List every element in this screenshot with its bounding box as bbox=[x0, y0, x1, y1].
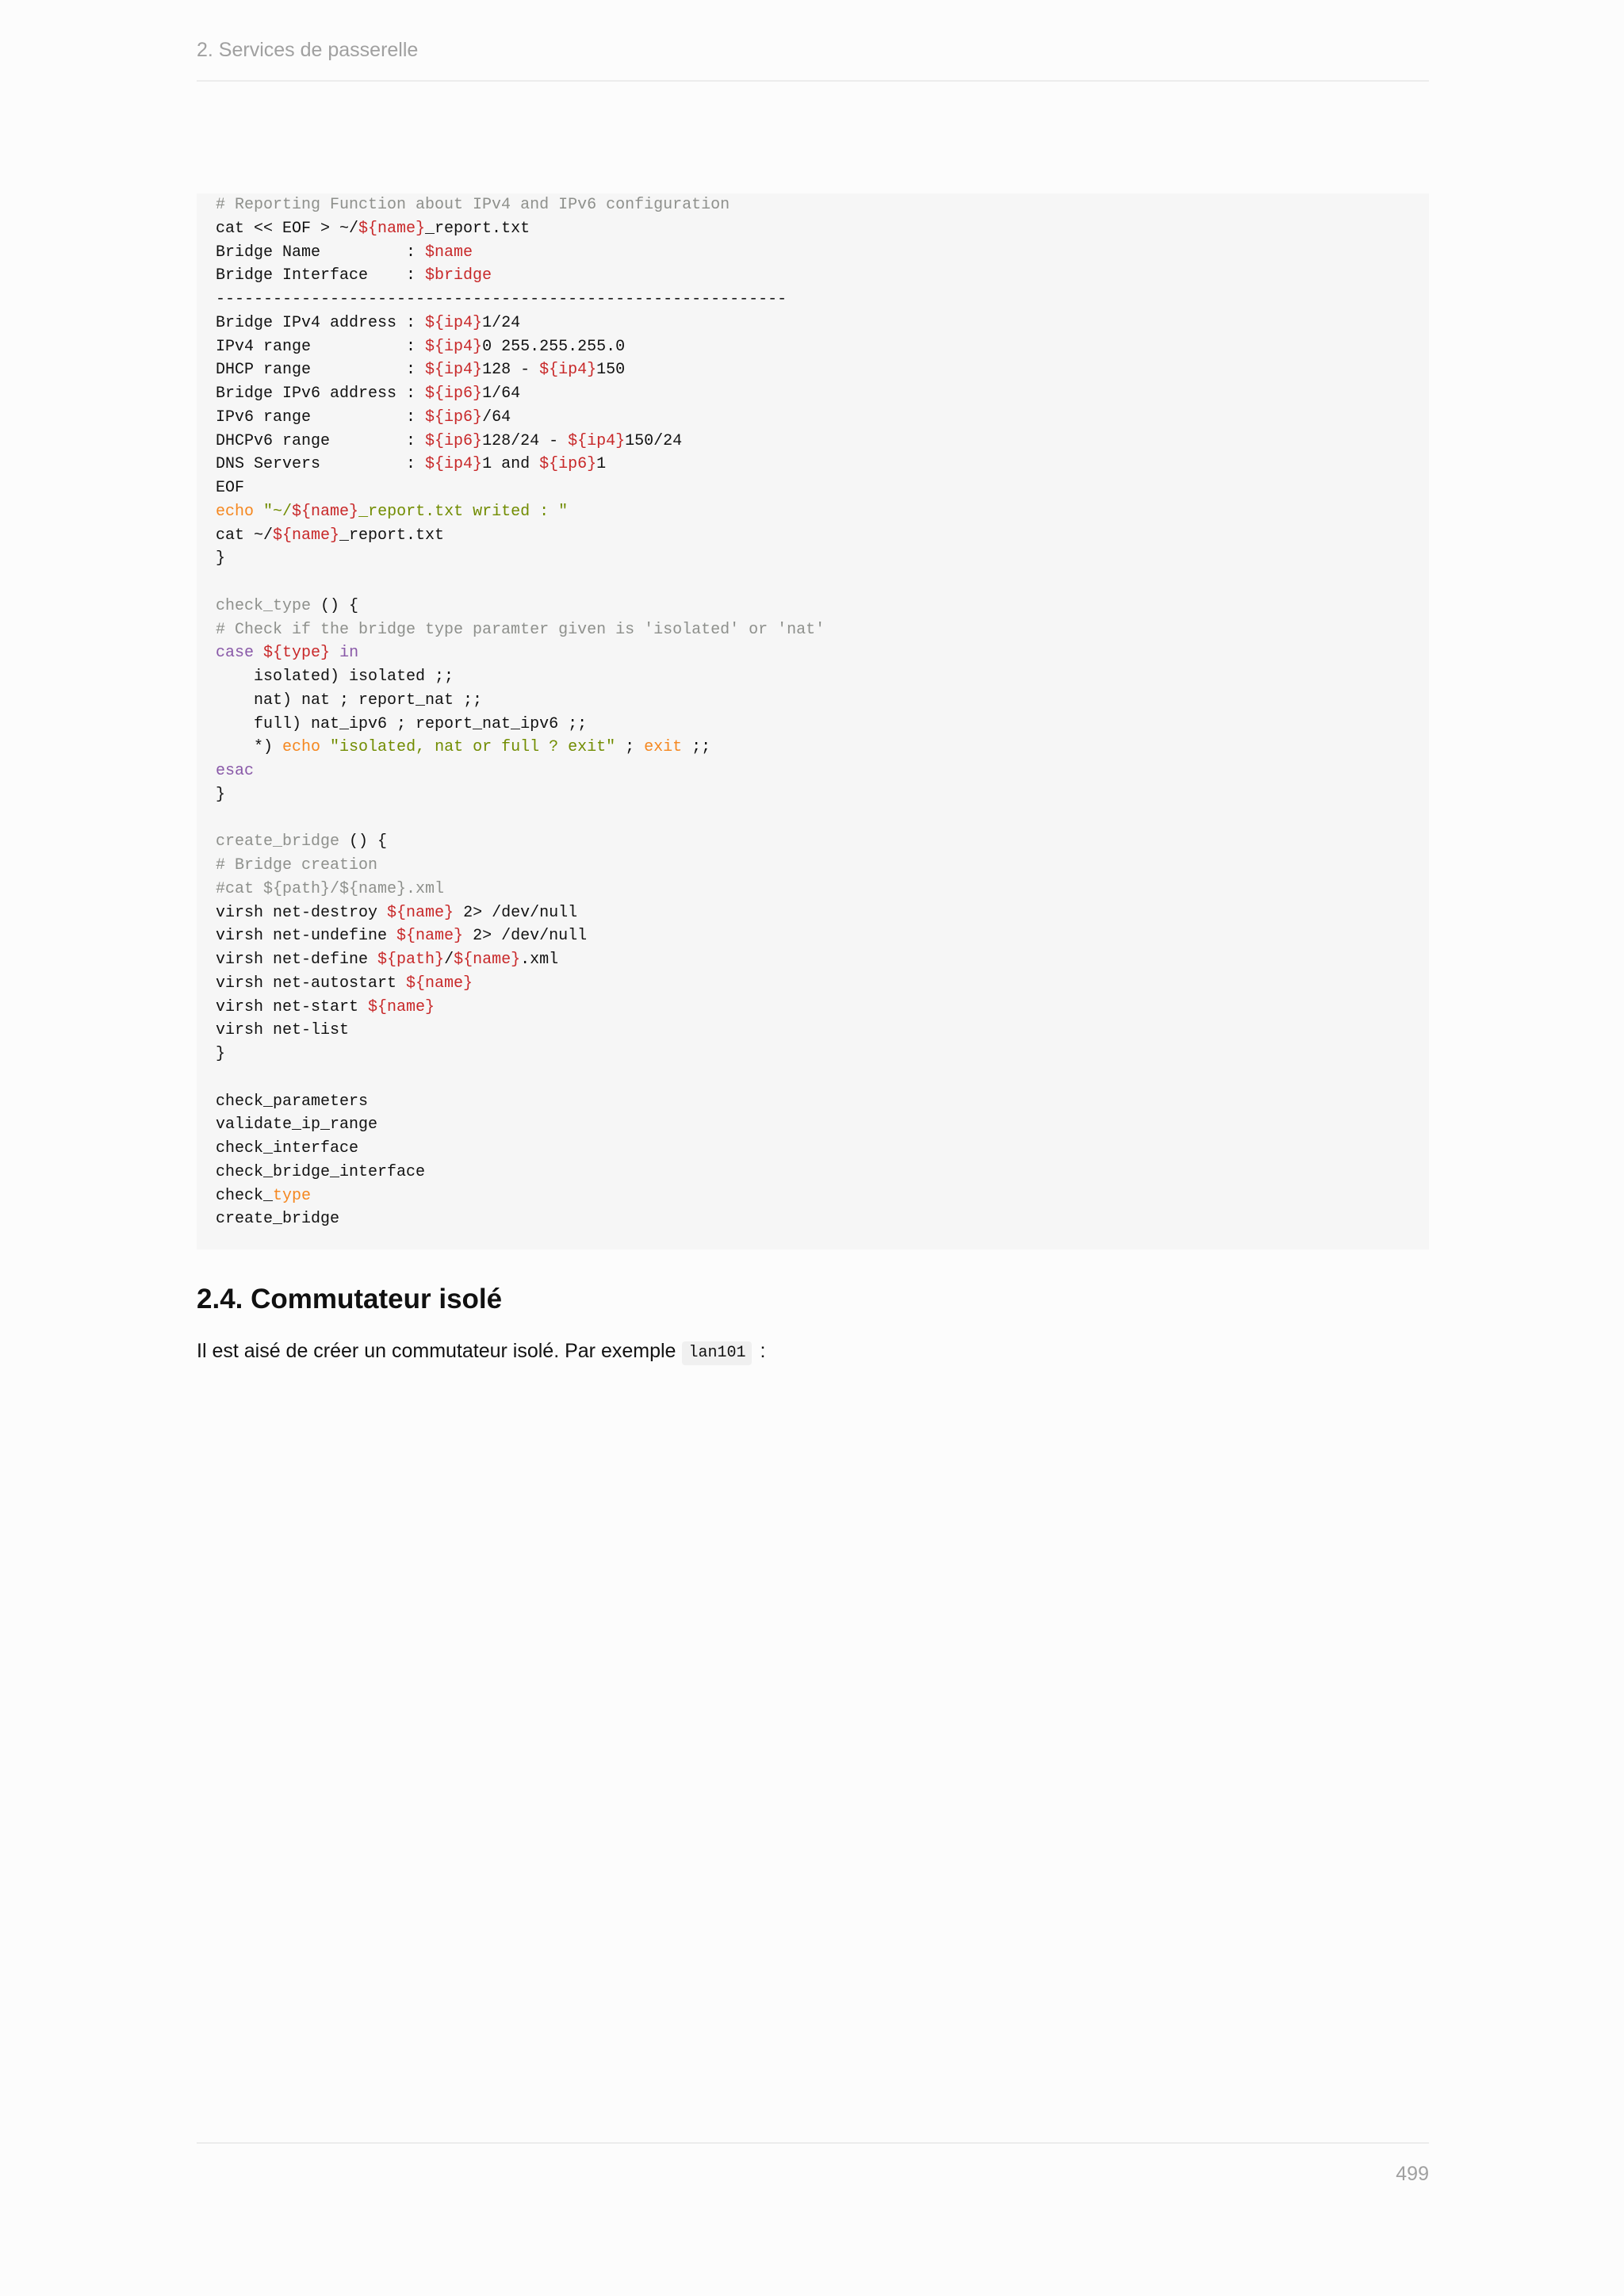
code-token: *) bbox=[216, 738, 283, 757]
code-line bbox=[216, 312, 1410, 335]
code-token bbox=[254, 644, 263, 662]
code-token bbox=[330, 644, 339, 662]
code-token: ${ip6} bbox=[425, 385, 483, 403]
code-token: virsh net-autostart bbox=[216, 974, 407, 993]
code-token: EOF bbox=[216, 479, 245, 497]
code-line bbox=[216, 500, 1410, 524]
code-line bbox=[216, 1113, 1410, 1137]
code-token: ${name} bbox=[396, 927, 464, 946]
code-token: 1 and bbox=[482, 455, 540, 474]
code-line bbox=[216, 948, 1410, 972]
code-token: Bridge Interface : bbox=[216, 266, 426, 285]
code-token: 2> /dev/null bbox=[454, 903, 578, 922]
code-token: check_interface bbox=[216, 1139, 359, 1158]
footer-rule bbox=[197, 2142, 1429, 2144]
code-token: check_ bbox=[216, 1186, 274, 1205]
code-token: } bbox=[216, 785, 226, 804]
code-line bbox=[216, 1066, 1410, 1090]
code-token: ${ip6} bbox=[539, 455, 597, 474]
code-token: in bbox=[339, 644, 359, 663]
header-rule bbox=[197, 80, 1429, 82]
code-token: ${ip4} bbox=[568, 431, 626, 450]
code-line bbox=[216, 406, 1410, 430]
code-token: ${name} bbox=[368, 997, 435, 1016]
code-token: Bridge IPv6 address : bbox=[216, 385, 426, 403]
code-token: _report.txt bbox=[339, 526, 445, 545]
code-token: check_parameters bbox=[216, 1092, 369, 1111]
code-block bbox=[197, 193, 1429, 1249]
code-token: ------------------------------------------------------------ bbox=[216, 290, 787, 308]
code-token: /64 bbox=[482, 408, 511, 427]
running-header-title: 2. Services de passerelle bbox=[197, 39, 419, 61]
code-line bbox=[216, 1207, 1410, 1231]
code-token: ${type} bbox=[263, 644, 331, 663]
code-token: ${ip4} bbox=[539, 361, 597, 380]
code-line bbox=[216, 972, 1410, 996]
code-token: cat << EOF > ~/ bbox=[216, 219, 359, 238]
code-token: ${name} bbox=[406, 974, 473, 993]
code-line bbox=[216, 760, 1410, 783]
code-token: () { bbox=[311, 596, 359, 615]
inline-code: lan101 bbox=[682, 1341, 752, 1365]
code-token: check_bridge_interface bbox=[216, 1162, 426, 1181]
code-token: ${ip6} bbox=[425, 431, 483, 450]
code-line bbox=[216, 1090, 1410, 1114]
code-token: echo bbox=[216, 502, 255, 521]
paragraph-trailing-text: : bbox=[760, 1340, 766, 1362]
code-token: isolated) isolated ;; bbox=[216, 668, 454, 686]
code-token: _report.txt writed : " bbox=[358, 502, 569, 521]
code-line bbox=[216, 382, 1410, 406]
code-token: ; bbox=[615, 738, 645, 757]
code-line bbox=[216, 595, 1410, 618]
code-token bbox=[254, 503, 263, 521]
code-token: type bbox=[273, 1186, 312, 1205]
code-token: validate_ip_range bbox=[216, 1115, 378, 1135]
code-line bbox=[216, 524, 1410, 548]
code-line bbox=[216, 641, 1410, 665]
code-token: 2> /dev/null bbox=[463, 927, 588, 946]
code-token: ${name} bbox=[273, 526, 340, 545]
code-token bbox=[320, 738, 330, 756]
code-line bbox=[216, 736, 1410, 760]
code-token: DNS Servers : bbox=[216, 455, 426, 474]
code-line bbox=[216, 996, 1410, 1020]
code-token: cat ~/ bbox=[216, 526, 274, 545]
code-token: 150 bbox=[596, 361, 626, 380]
code-token: ${ip6} bbox=[425, 408, 483, 427]
code-line bbox=[216, 830, 1410, 854]
code-line bbox=[216, 713, 1410, 737]
code-line bbox=[216, 878, 1410, 901]
code-token: virsh net-undefine bbox=[216, 927, 397, 946]
code-line bbox=[216, 335, 1410, 359]
code-token: # Bridge creation bbox=[216, 856, 378, 874]
code-line bbox=[216, 476, 1410, 500]
code-token: echo bbox=[282, 738, 321, 757]
code-line bbox=[216, 571, 1410, 595]
code-token: DHCP range : bbox=[216, 361, 426, 380]
code-token: } bbox=[216, 1045, 226, 1063]
code-line bbox=[216, 1019, 1410, 1043]
code-token: } bbox=[216, 549, 226, 568]
code-token: case bbox=[216, 644, 255, 663]
code-token: ${ip4} bbox=[425, 337, 483, 356]
code-token: 0 255.255.255.0 bbox=[482, 337, 626, 356]
code-token: ${name} bbox=[387, 903, 454, 922]
code-token: "isolated, nat or full ? exit" bbox=[330, 738, 616, 757]
code-token: 1/24 bbox=[482, 313, 521, 332]
section-heading: 2.4. Commutateur isolé bbox=[197, 1284, 503, 1314]
code-token: "~/ bbox=[263, 502, 293, 521]
code-token: ${name} bbox=[292, 502, 359, 521]
code-line bbox=[216, 807, 1410, 831]
code-token: _report.txt bbox=[425, 219, 530, 238]
code-token: exit bbox=[644, 738, 683, 757]
code-token: check_type bbox=[216, 596, 312, 615]
code-line bbox=[216, 1043, 1410, 1066]
code-token: IPv4 range : bbox=[216, 337, 426, 356]
code-token: esac bbox=[216, 762, 255, 780]
code-token: ${path} bbox=[377, 951, 445, 969]
code-line bbox=[216, 193, 1410, 217]
code-line bbox=[216, 358, 1410, 382]
body-paragraph bbox=[197, 1337, 765, 1365]
code-token: $bridge bbox=[425, 266, 492, 285]
code-token: # Reporting Function about IPv4 and IPv6 configuration bbox=[216, 196, 730, 214]
page-number: 499 bbox=[1396, 2163, 1429, 2185]
code-token: Bridge Name : bbox=[216, 243, 426, 262]
code-token: virsh net-start bbox=[216, 997, 369, 1016]
code-line bbox=[216, 264, 1410, 288]
code-line bbox=[216, 1184, 1410, 1208]
code-token: $name bbox=[425, 243, 473, 262]
code-line bbox=[216, 665, 1410, 689]
code-line bbox=[216, 783, 1410, 807]
code-token: virsh net-list bbox=[216, 1021, 350, 1040]
code-token: virsh net-destroy bbox=[216, 903, 388, 922]
code-line bbox=[216, 901, 1410, 925]
code-token: 128/24 - bbox=[482, 431, 569, 450]
code-line bbox=[216, 430, 1410, 453]
code-token: () { bbox=[339, 832, 388, 851]
code-token: ${ip4} bbox=[425, 313, 483, 332]
code-token: ;; bbox=[682, 738, 711, 757]
code-line bbox=[216, 924, 1410, 948]
code-token: / bbox=[444, 951, 454, 969]
code-token: .xml bbox=[520, 951, 559, 969]
code-token: ${ip4} bbox=[425, 361, 483, 380]
code-token: full) nat_ipv6 ; report_nat_ipv6 ;; bbox=[216, 714, 588, 733]
code-token: #cat ${path}/${name}.xml bbox=[216, 879, 445, 898]
code-token: create_bridge bbox=[216, 832, 340, 851]
code-line bbox=[216, 854, 1410, 878]
code-token: Bridge IPv4 address : bbox=[216, 313, 426, 332]
code-token: virsh net-define bbox=[216, 951, 378, 969]
code-token: ${name} bbox=[358, 219, 426, 238]
code-line bbox=[216, 1137, 1410, 1161]
code-line bbox=[216, 453, 1410, 476]
code-token: create_bridge bbox=[216, 1210, 340, 1229]
code-token: ${name} bbox=[454, 951, 521, 969]
code-line bbox=[216, 288, 1410, 312]
code-token: 1/64 bbox=[482, 385, 521, 403]
code-token: 1 bbox=[596, 455, 607, 474]
code-token: ${ip4} bbox=[425, 455, 483, 474]
code-line bbox=[216, 547, 1410, 571]
code-line bbox=[216, 618, 1410, 642]
code-token: DHCPv6 range : bbox=[216, 431, 426, 450]
code-token: # Check if the bridge type paramter given is 'isolated' or 'nat' bbox=[216, 620, 825, 639]
code-token: nat) nat ; report_nat ;; bbox=[216, 691, 483, 710]
code-line bbox=[216, 1161, 1410, 1184]
code-token: 150/24 bbox=[625, 431, 683, 450]
code-line bbox=[216, 689, 1410, 713]
paragraph-text: Il est aisé de créer un commutateur isolé. Par exemple bbox=[197, 1340, 676, 1362]
code-token: IPv6 range : bbox=[216, 408, 426, 427]
code-line bbox=[216, 241, 1410, 265]
code-line bbox=[216, 217, 1410, 241]
code-token: 128 - bbox=[482, 361, 540, 380]
